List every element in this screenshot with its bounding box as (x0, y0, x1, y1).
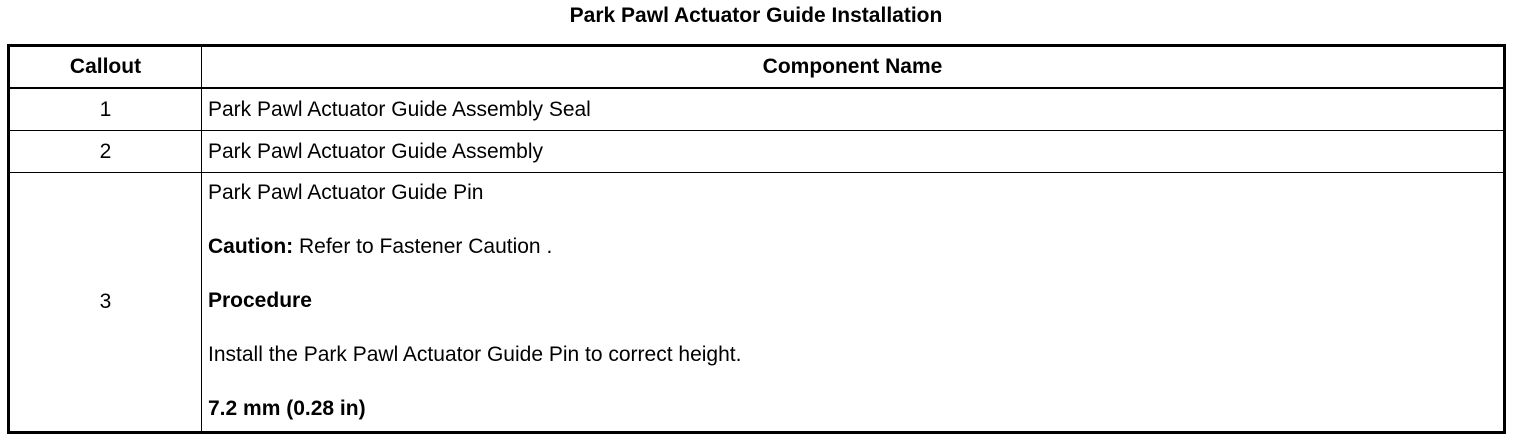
table-header-row (9, 46, 1505, 89)
caution-text: Refer to Fastener Caution . (293, 235, 553, 258)
component-table (7, 44, 1506, 434)
component-details (202, 173, 1505, 433)
component-name: Park Pawl Actuator Guide Assembly (202, 131, 1505, 173)
callout-number: 2 (9, 131, 202, 173)
caution-label: Caution (208, 235, 287, 258)
table-row (9, 131, 1505, 173)
component-name: Park Pawl Actuator Guide Pin (208, 181, 484, 204)
callout-column-header: Callout (9, 46, 202, 89)
document-title: Park Pawl Actuator Guide Installation (569, 4, 943, 27)
component-name-column-header: Component Name (202, 46, 1505, 89)
procedure-text: Install the Park Pawl Actuator Guide Pin to correct height. (208, 343, 742, 366)
procedure-heading: Procedure (208, 289, 312, 312)
callout-number: 3 (9, 173, 202, 433)
table-row (9, 173, 1505, 433)
callout-number: 1 (9, 88, 202, 131)
caution-colon: : (286, 235, 294, 258)
table-row (9, 88, 1505, 131)
height-specification: 7.2 mm (0.28 in) (208, 397, 366, 420)
component-name: Park Pawl Actuator Guide Assembly Seal (202, 88, 1505, 131)
caution-note (208, 235, 1503, 259)
